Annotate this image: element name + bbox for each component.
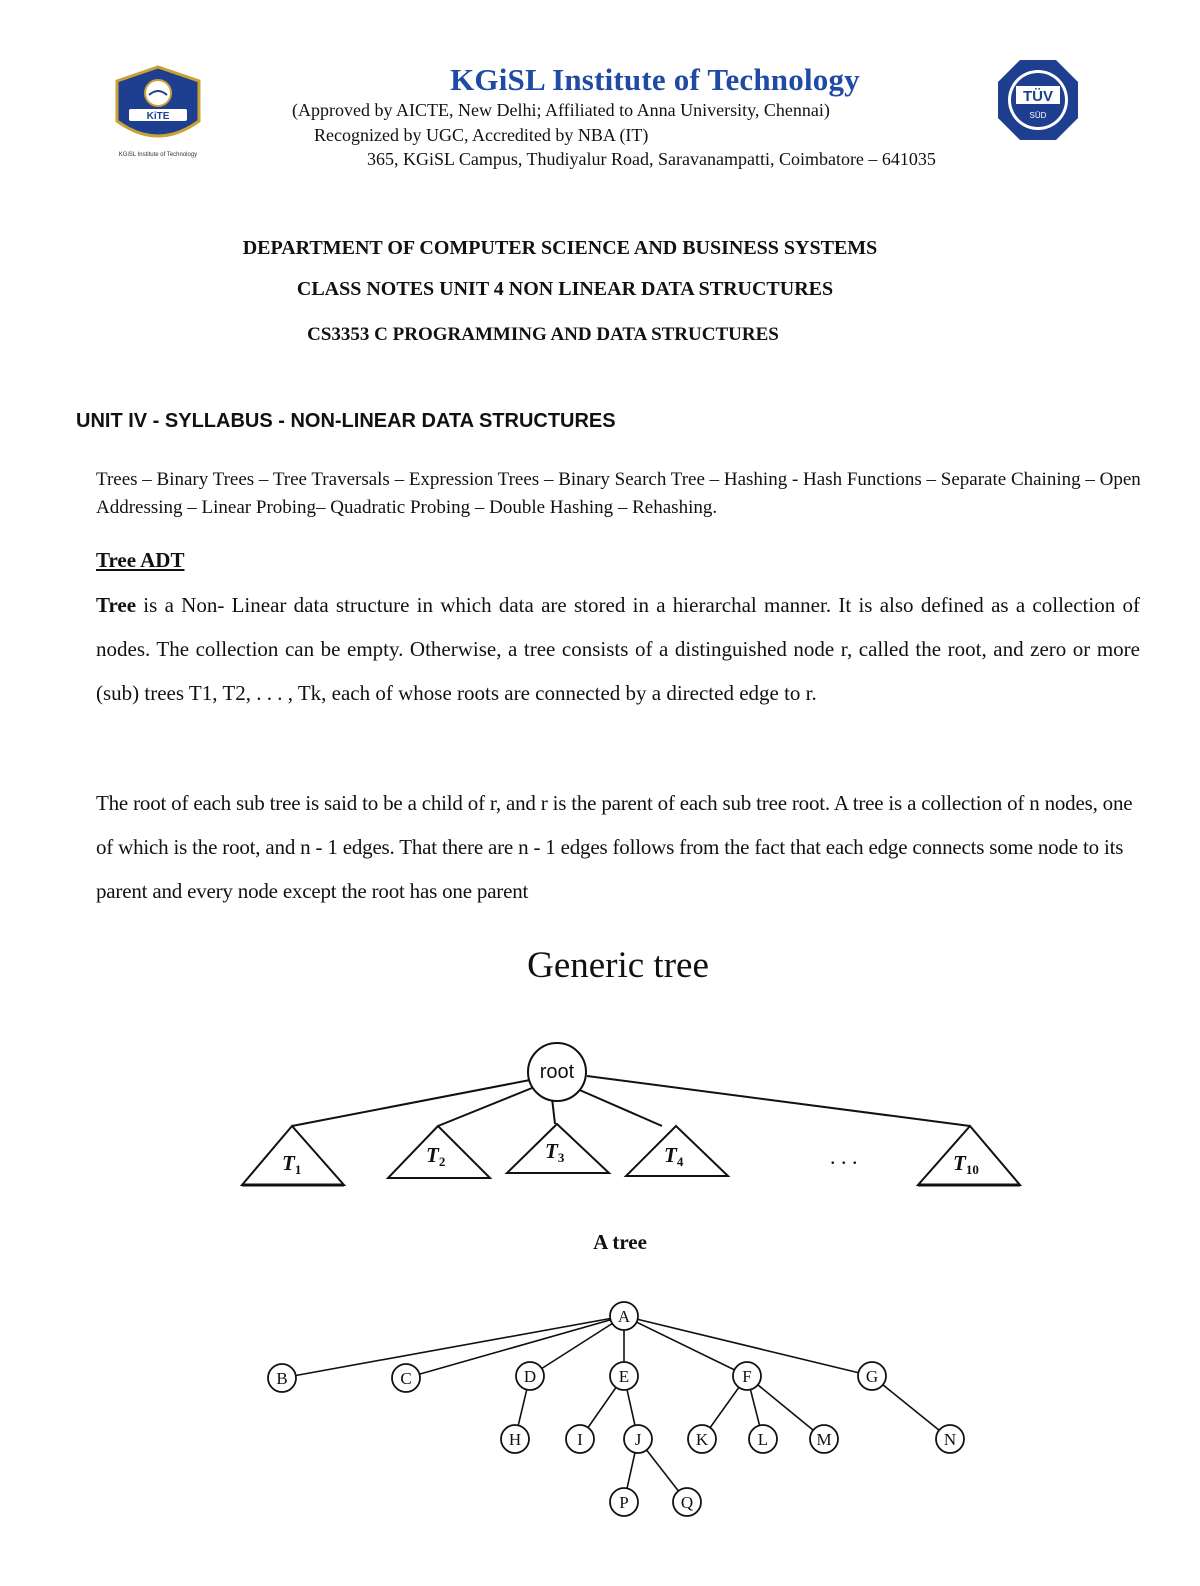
subtree-triangle-t3 (507, 1124, 609, 1173)
svg-text:KiTE: KiTE (146, 111, 170, 122)
syllabus-text: Trees – Binary Trees – Tree Traversals – Expression Trees – Binary Search Tree – Hashing - Hash Functions – Separate Chaining – Open Addressing – Linear Probing– Quadratic Probing – Double Hashing – Rehashing. (96, 469, 1141, 518)
edge-root-t4 (575, 1088, 662, 1126)
edge-root-t2 (438, 1088, 532, 1126)
paragraph-tree-definition (96, 583, 1140, 715)
tree-node-label-q: Q (680, 1493, 694, 1512)
root-label: root (539, 1061, 575, 1083)
tree-node-label-g: G (865, 1367, 879, 1386)
tree-node-label-m: M (816, 1430, 832, 1449)
paragraph-tree-properties: The root of each sub tree is said to be a child of r, and r is the parent of each sub tree root. A tree is a collection of n nodes, one of which is the root, and n - 1 edges. That there are n - 1 edges follows from the fact that each edge connects some node to its parent and every node except the root has one parent (96, 791, 1133, 903)
edge-a-b (282, 1316, 624, 1378)
subtree-triangle-t2 (388, 1126, 490, 1178)
svg-text:SÜD: SÜD (1029, 111, 1047, 120)
subtree-label-t1: T1 (282, 1151, 302, 1177)
edge-a-f (624, 1316, 747, 1376)
department-title: DEPARTMENT OF COMPUTER SCIENCE AND BUSINESS SYSTEMS (242, 237, 878, 259)
edge-g-n (872, 1376, 950, 1439)
tree-node-label-j: J (634, 1430, 642, 1449)
example-tree-diagram (250, 1296, 990, 1526)
ellipsis: . . . (830, 1144, 858, 1169)
tree-node-label-f: F (742, 1367, 752, 1386)
generic-tree-diagram (230, 1030, 1030, 1200)
course-title: CS3353 C PROGRAMMING AND DATA STRUCTURES (307, 324, 779, 345)
subtree-label-t2: T2 (426, 1143, 446, 1169)
tree-node-label-n: N (943, 1430, 957, 1449)
figure-caption: A tree (593, 1230, 647, 1254)
subtree-label-t4: T4 (664, 1143, 684, 1169)
edge-root-t3 (552, 1098, 555, 1124)
tree-node-label-a: A (617, 1307, 631, 1326)
tree-node-label-i: I (577, 1430, 583, 1449)
term-tree: Tree (96, 593, 137, 617)
paragraph-tree-definition-text: is a Non- Linear data structure in which data are stored in a hierarchal manner. It is also defined as a collection of nodes. The collection can be empty. Otherwise, a tree consists of a distinguished node r, called the root, and zero or more (sub) trees T1, T2, . . . , Tk, each of whose roots are connected by a directed edge to r. (96, 593, 1140, 705)
edge-a-c (406, 1316, 624, 1378)
tree-node-label-l: L (757, 1430, 769, 1449)
svg-text:KGiSL Institute of Technology: KGiSL Institute of Technology (118, 152, 198, 158)
tree-node-label-e: E (618, 1367, 630, 1386)
syllabus-heading: UNIT IV - SYLLABUS - NON-LINEAR DATA STRUCTURES (76, 410, 616, 432)
figure-title: Generic tree (527, 945, 709, 986)
section-heading: Tree ADT (96, 548, 185, 572)
tree-node-label-h: H (508, 1430, 522, 1449)
address-line: 365, KGiSL Campus, Thudiyalur Road, Saravanampatti, Coimbatore – 641035 (367, 149, 936, 169)
subtree-label-t3: T3 (545, 1139, 565, 1165)
recognition-line: Recognized by UGC, Accredited by NBA (IT) (314, 125, 649, 145)
tree-node-label-d: D (523, 1367, 537, 1386)
class-notes-title: CLASS NOTES UNIT 4 NON LINEAR DATA STRUCTURES (296, 278, 834, 300)
tree-node-label-p: P (619, 1493, 629, 1512)
svg-text:TÜV: TÜV (1023, 88, 1053, 105)
subtree-label-t10: T10 (953, 1151, 979, 1177)
institute-name: KGiSL Institute of Technology (450, 62, 860, 97)
approval-line: (Approved by AICTE, New Delhi; Affiliated to Anna University, Chennai) (292, 100, 830, 120)
tree-node-label-c: C (400, 1369, 412, 1388)
tree-node-label-b: B (276, 1369, 288, 1388)
tree-node-label-k: K (695, 1430, 709, 1449)
